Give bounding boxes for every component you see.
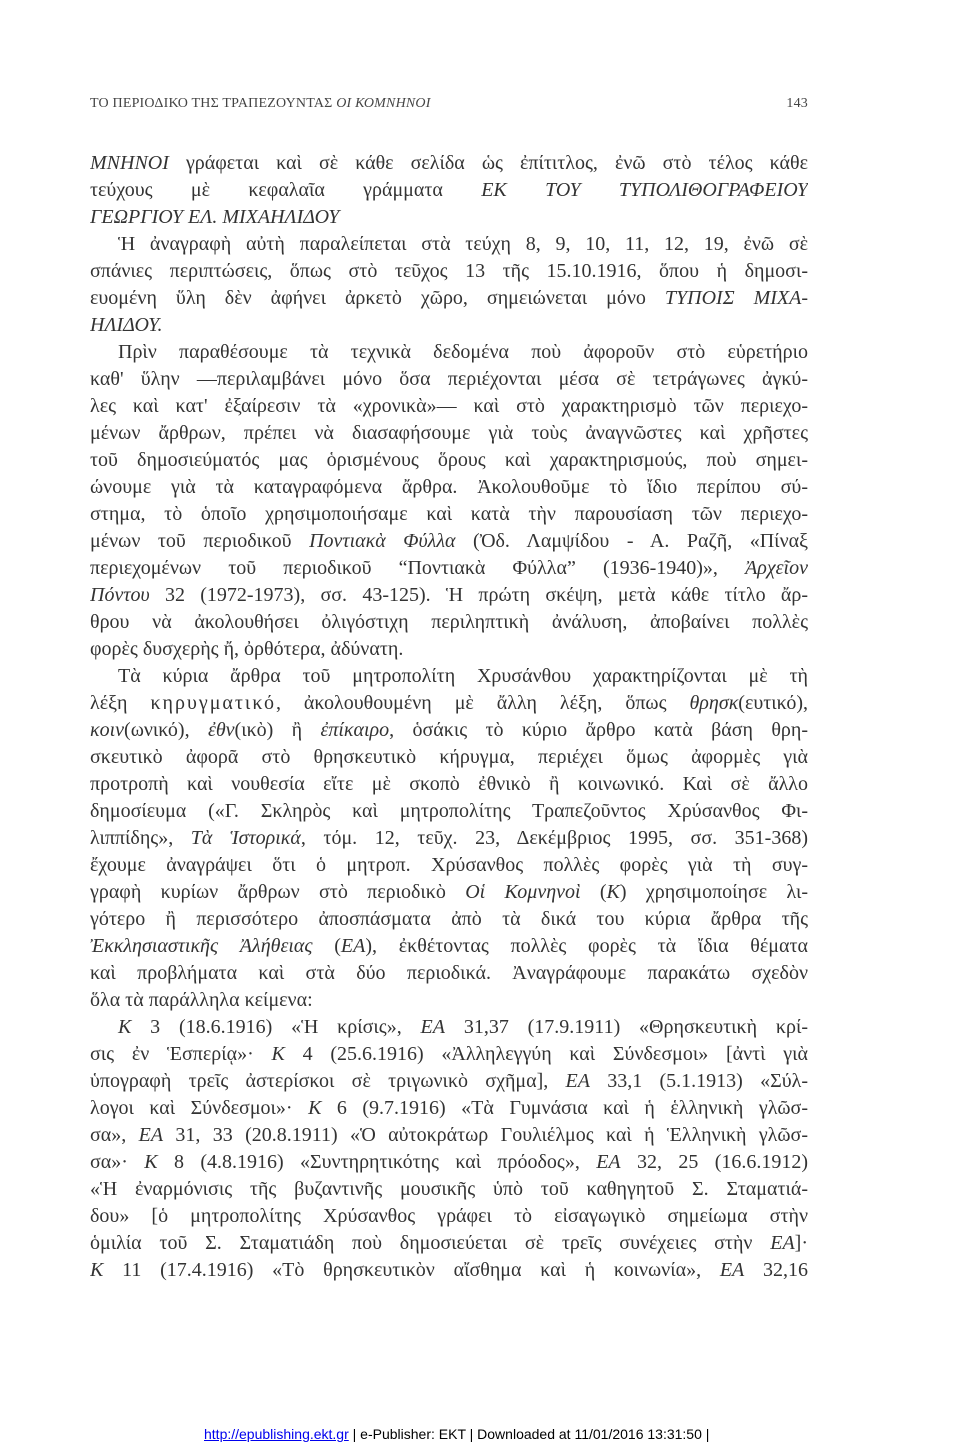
text-line: προτροπὴ καὶ νουθεσία εἴτε μὲ σκοπὸ ἐθνικὸ ἢ κοινωνικό. Καὶ σὲ ἄλλο [90,773,808,795]
text-line: ευομένη ὕλη δὲν ἀφήνει ἀρκετὸ χῶρο, σημειώνεται μόνο ΤΥΠΟΙΣ ΜΙΧΑ- [90,287,808,309]
text-line: μένων ἄρθρων, πρέπει νὰ διασαφήσουμε γιὰ τοὺς ἀναγνῶστες καὶ χρῆστες [90,422,808,444]
text-line: λες καὶ κατ' ἐξαίρεσιν τὰ «χρονικὰ»— καὶ στὸ χαρακτηρισμὸ τῶν περιεχο- [90,395,808,417]
text-line: Κ 11 (17.4.1916) «Τὸ θρησκευτικὸν αἴσθημα καὶ ἡ κοινωνία», ΕΑ 32,16 [90,1259,808,1281]
text-line: Πόντου 32 (1972-1973), σσ. 43-125). Ἡ πρώτη σκέψη, μετὰ κάθε τίτλο ἄρ- [90,584,808,606]
text-line: στημα, τὸ ὁποῖο χρησιμοποιήσαμε καὶ κατὰ τὴν παρουσίαση τῶν περιεχο- [90,503,808,525]
text-line: λιππίδης», Τὰ Ἱστορικά, τόμ. 12, τεῦχ. 23, Δεκέμβριος 1995, σσ. 351-368) [90,827,808,849]
text-line: καθ' ὕλην —περιλαμβάνει μόνο ὅσα περιέχονται μέσα σὲ τετράγωνες ἀγκύ- [90,368,808,390]
text-line: τεύχους μὲ κεφαλαῖα γράμματα ΕΚ ΤΟΥ ΤΥΠΟΛΙΘΟΓΡΑΦΕΙΟΥ [90,179,808,201]
running-header [90,96,808,112]
epublishing-link[interactable]: http://epublishing.ekt.gr [204,1426,349,1442]
running-title-italic: ΟΙ ΚΟΜΝΗΝΟΙ [336,96,431,111]
text-line: λέξη κηρυγματικό, ἀκολουθουμένη μὲ ἄλλη λέξη, ὅπως θρησκ(ευτικό), [90,692,808,714]
text-line: θρου νὰ ἀκολουθήσει ὀλιγόστιχη περιληπτικὴ ἀνάλυση, ἀποβαίνει πολλὲς [90,611,808,633]
text-line: Ἡ ἀναγραφὴ αὐτὴ παραλείπεται στὰ τεύχη 8, 9, 10, 11, 12, 19, ἐνῶ σὲ [118,233,808,255]
text-line: ὑπογραφὴ τρεῖς ἀστερίσκοι σὲ τριγωνικὸ σχῆμα], ΕΑ 33,1 (5.1.1913) «Σύλ- [90,1070,808,1092]
text-line: Ἐκκλησιαστικῆς Ἀλήθειας (ΕΑ), ἐκθέτοντας πολλὲς φορὲς τὰ ἴδια θέματα [90,935,808,957]
text-line: τοῦ δημοσιεύματός μας ὁρισμένους ὅρους καὶ χαρακτηρισμούς, ποὺ σημει- [90,449,808,471]
text-line: ΜΝΗΝΟΙ γράφεται καὶ σὲ κάθε σελίδα ὡς ἐπίτιτλος, ἐνῶ στὸ τέλος κάθε [90,152,808,174]
text-line: περιεχομένων τοῦ περιοδικοῦ “Ποντιακὰ Φύλλα” (1936-1940)», Ἀρχεῖον [90,557,808,579]
text-line: γραφὴ κυρίων ἄρθρων στὸ περιοδικὸ Οἱ Κομνηνοὶ (Κ) χρησιμοποίησε λι- [90,881,808,903]
text-line: ἔχουμε ἀναγράψει ὅτι ὁ μητροπ. Χρύσανθος πολλὲς φορὲς γιὰ τὴ συγ- [90,854,808,876]
text-line: Πρὶν παραθέσουμε τὰ τεχνικὰ δεδομένα ποὺ ἀφοροῦν στὸ εὑρετήριο [118,341,808,363]
text-line: ΓΕΩΡΓΙΟΥ ΕΛ. ΜΙΧΑΗΛΙΔΟΥ [90,206,340,228]
text-line: μένων τοῦ περιοδικοῦ Ποντιακὰ Φύλλα (Ὀδ. Λαμψίδου - Α. Ραζῆ, «Πίναξ [90,530,808,552]
text-line: Κ 3 (18.6.1916) «Ἡ κρίσις», ΕΑ 31,37 (17.9.1911) «Θρησκευτικὴ κρί- [118,1016,808,1038]
text-line: ώνουμε γιὰ τὰ καταγραφόμενα ἄρθρα. Ἀκολουθοῦμε τὸ ἴδιο περίπου σύ- [90,476,808,498]
text-line: σκευτικὸ ἀφορᾶ στὸ θρησκευτικὸ κήρυγμα, περιέχει ὅμως ἀφορμὲς γιὰ [90,746,808,768]
text-line: «Ἡ ἐναρμόνισις τῆς βυζαντινῆς μουσικῆς ὑπὸ τοῦ καθηγητοῦ Σ. Σταματιά- [90,1178,808,1200]
text-line: ὅλα τὰ παράλληλα κείμενα: [90,989,313,1011]
text-line: κοιν(ωνικό), ἐθν(ικὸ) ἢ ἐπίκαιρο, ὁσάκις τὸ κύριο ἄρθρο κατὰ βάση θρη- [90,719,808,741]
page-number: 143 [786,96,808,111]
text-line: σις ἐν Ἑσπερίᾳ»· Κ 4 (25.6.1916) «Ἀλληλεγγύη καὶ Σύνδεσμοι» [ἀντὶ γιὰ [90,1043,808,1065]
download-footer [204,1426,764,1442]
text-line: καὶ προβλήματα καὶ στὰ δύο περιοδικά. Ἀναγράφουμε παρακάτω σχεδὸν [90,962,808,984]
text-line: λογοι καὶ Σύνδεσμοι»· Κ 6 (9.7.1916) «Τὰ Γυμνάσια καὶ ἡ ἑλληνικὴ γλῶσ- [90,1097,808,1119]
text-line: γότερο ἢ περισσότερο ἀποσπάσματα ἀπὸ τὰ δικά του κύρια ἄρθρα τῆς [90,908,808,930]
running-title: ΤΟ ΠΕΡΙΟΔΙΚΟ ΤΗΣ ΤΡΑΠΕΖΟΥΝΤΑΣ [90,96,337,111]
footer-text: | e-Publisher: EKT | Downloaded at 11/01/2016 13:31:50 | [348,1426,710,1442]
text-line: Τὰ κύρια ἄρθρα τοῦ μητροπολίτη Χρυσάνθου χαρακτηρίζονται μὲ τὴ [118,665,808,687]
text-line: φορὲς δυσχερὴς ἤ, ὀρθότερα, ἀδύνατη. [90,638,404,660]
text-line: σα»· Κ 8 (4.8.1916) «Συντηρητικότης καὶ πρόοδος», ΕΑ 32, 25 (16.6.1912) [90,1151,808,1173]
text-line: ὁμιλία τοῦ Σ. Σταματιάδη ποὺ δημοσιεύεται σὲ τρεῖς συνέχειες στὴν ΕΑ]· [90,1232,808,1254]
text-line: δου» [ὁ μητροπολίτης Χρύσανθος γράφει τὸ εἰσαγωγικὸ σημείωμα στὴν [90,1205,808,1227]
text-line: ΗΛΙΔΟΥ. [90,314,163,336]
article-body [90,150,808,1284]
text-line: σπάνιες περιπτώσεις, ὅπως στὸ τεῦχος 13 τῆς 15.10.1916, ὅπου ἡ δημοσι- [90,260,808,282]
text-line: δημοσίευμα («Γ. Σκληρὸς καὶ μητροπολίτης Τραπεζοῦντος Χρύσανθος Φι- [90,800,808,822]
text-line: σα», ΕΑ 31, 33 (20.8.1911) «Ὁ αὐτοκράτωρ Γουλιέλμος καὶ ἡ Ἑλληνικὴ γλῶσ- [90,1124,808,1146]
